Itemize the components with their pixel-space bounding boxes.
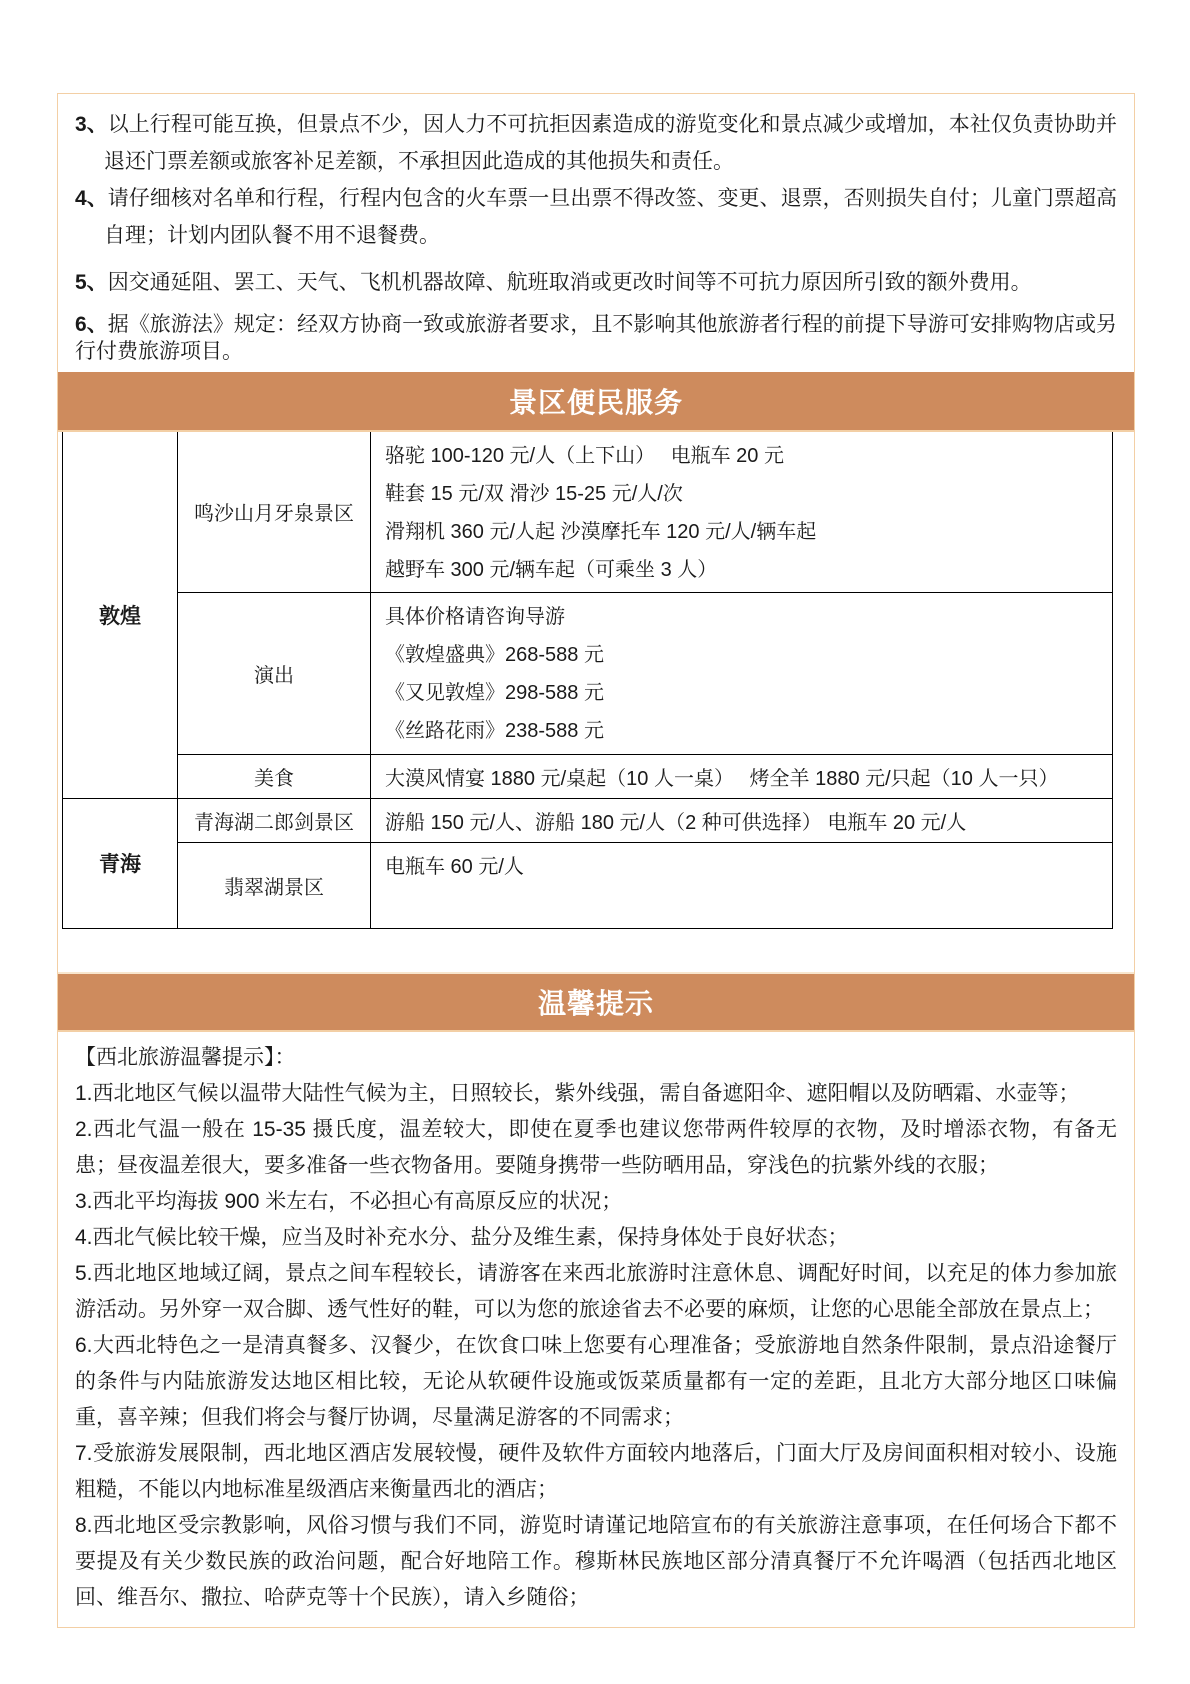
tips-heading: 【西北旅游温馨提示】： bbox=[75, 1045, 296, 1069]
detail-line: 滑翔机 360 元/人起 沙漠摩托车 120 元/人/辆车起 bbox=[385, 521, 817, 543]
table-row bbox=[63, 754, 1113, 798]
service-table bbox=[62, 432, 1113, 929]
table-row bbox=[63, 432, 1113, 592]
term-number: 3、 bbox=[75, 113, 108, 136]
venue-cell: 青海湖二郎剑景区 bbox=[178, 798, 371, 842]
venue-cell: 演出 bbox=[178, 592, 371, 754]
term-item-6 bbox=[75, 311, 1117, 365]
tip-item-8: 8.西北地区受宗教影响，风俗习惯与我们不同，游览时请谨记地陪宣布的有关旅游注意事项，在任何场合下都不要提及有关少数民族的政治问题，配合好地陪工作。穆斯林民族地区部分清真餐厅不允许喝酒（包括西北地区回、维吾尔、撒拉、哈萨克等十个民族），请入乡随俗； bbox=[75, 1513, 1117, 1609]
tips-body bbox=[58, 1032, 1134, 1627]
detail-line: 具体价格请咨询导游 bbox=[385, 605, 565, 628]
term-text: 因交通延阻、罢工、天气、飞机机器故障、航班取消或更改时间等不可抗力原因所引致的额外费用。 bbox=[107, 271, 1032, 294]
detail-cell bbox=[371, 798, 1113, 842]
document-page bbox=[57, 93, 1135, 1628]
term-text: 据《旅游法》规定：经双方协商一致或旅游者要求，且不影响其他旅游者行程的前提下导游可安排购物店或另行付费旅游项目。 bbox=[75, 313, 1117, 363]
tip-item-7: 7.受旅游发展限制，西北地区酒店发展较慢，硬件及软件方面较内地落后，门面大厅及房间面积相对较小、设施粗糙，不能以内地标准星级酒店来衡量西北的酒店； bbox=[75, 1441, 1117, 1501]
tip-item-4: 4.西北气候比较干燥，应当及时补充水分、盐分及维生素，保持身体处于良好状态； bbox=[75, 1225, 849, 1249]
table-row bbox=[63, 592, 1113, 754]
venue-cell: 美食 bbox=[178, 754, 371, 798]
detail-cell bbox=[371, 432, 1113, 592]
table-row bbox=[63, 798, 1113, 842]
table-row bbox=[63, 842, 1113, 928]
venue-cell: 翡翠湖景区 bbox=[178, 842, 371, 928]
term-item-4 bbox=[75, 180, 1117, 254]
tip-item-2: 2.西北气温一般在 15-35 摄氏度，温差较大，即使在夏季也建议您带两件较厚的衣物，及时增添衣物，有备无患；昼夜温差很大，要多准备一些衣物备用。要随身携带一些防晒用品，穿浅色的抗紫外线的衣服； bbox=[75, 1117, 1117, 1177]
term-text: 请仔细核对名单和行程，行程内包含的火车票一旦出票不得改签、变更、退票，否则损失自付；儿童门票超高自理；计划内团队餐不用不退餐费。 bbox=[104, 187, 1117, 247]
term-number: 4、 bbox=[75, 187, 108, 210]
term-item-5 bbox=[75, 264, 1117, 301]
term-item-3 bbox=[75, 106, 1117, 180]
section-gap bbox=[58, 929, 1134, 972]
venue-cell: 鸣沙山月牙泉景区 bbox=[178, 432, 371, 592]
province-cell-dunhuang: 敦煌 bbox=[63, 432, 178, 798]
detail-cell bbox=[371, 754, 1113, 798]
detail-cell bbox=[371, 842, 1113, 928]
detail-line: 电瓶车 60 元/人 bbox=[385, 855, 524, 878]
detail-cell bbox=[371, 592, 1113, 754]
tip-item-5: 5.西北地区地域辽阔，景点之间车程较长，请游客在来西北旅游时注意休息、调配好时间，以充足的体力参加旅游活动。另外穿一双合脚、透气性好的鞋，可以为您的旅途省去不必要的麻烦，让您的心思能全部放在景点上； bbox=[75, 1261, 1117, 1321]
detail-line: 骆驼 100-120 元/人（上下山） 电瓶车 20 元 bbox=[385, 445, 784, 467]
detail-line: 《敦煌盛典》268-588 元 bbox=[385, 643, 604, 666]
tip-item-3: 3.西北平均海拔 900 米左右，不必担心有高原反应的状况； bbox=[75, 1189, 623, 1213]
detail-line: 鞋套 15 元/双 滑沙 15-25 元/人/次 bbox=[385, 483, 683, 505]
tips-section-title: 温馨提示 bbox=[537, 987, 654, 1019]
detail-line: 游船 150 元/人、游船 180 元/人（2 种可供选择） 电瓶车 20 元/人 bbox=[385, 811, 967, 834]
terms-list bbox=[58, 94, 1134, 372]
detail-line: 《又见敦煌》298-588 元 bbox=[385, 681, 604, 704]
term-number: 5、 bbox=[75, 271, 108, 294]
detail-line: 《丝路花雨》238-588 元 bbox=[385, 719, 604, 742]
service-section-title: 景区便民服务 bbox=[508, 387, 683, 418]
detail-line: 越野车 300 元/辆车起（可乘坐 3 人） bbox=[385, 559, 718, 581]
tip-item-1: 1.西北地区气候以温带大陆性气候为主，日照较长，紫外线强，需自备遮阳伞、遮阳帽以及防晒霜、水壶等； bbox=[75, 1081, 1080, 1105]
detail-line: 大漠风情宴 1880 元/桌起（10 人一桌） 烤全羊 1880 元/只起（10 人一只） bbox=[385, 767, 1059, 790]
tip-item-6: 6.大西北特色之一是清真餐多、汉餐少，在饮食口味上您要有心理准备；受旅游地自然条件限制，景点沿途餐厅的条件与内陆旅游发达地区相比较，无论从软硬件设施或饭菜质量都有一定的差距，且北方大部分地区口味偏重，喜辛辣；但我们将会与餐厅协调，尽量满足游客的不同需求； bbox=[75, 1333, 1117, 1429]
tips-section-header bbox=[58, 972, 1134, 1032]
term-text: 以上行程可能互换，但景点不少，因人力不可抗拒因素造成的游览变化和景点减少或增加，本社仅负责协助并退还门票差额或旅客补足差额，不承担因此造成的其他损失和责任。 bbox=[104, 113, 1117, 173]
term-number: 6、 bbox=[75, 313, 108, 336]
province-cell-qinghai: 青海 bbox=[63, 798, 178, 928]
service-section-header bbox=[58, 372, 1134, 432]
